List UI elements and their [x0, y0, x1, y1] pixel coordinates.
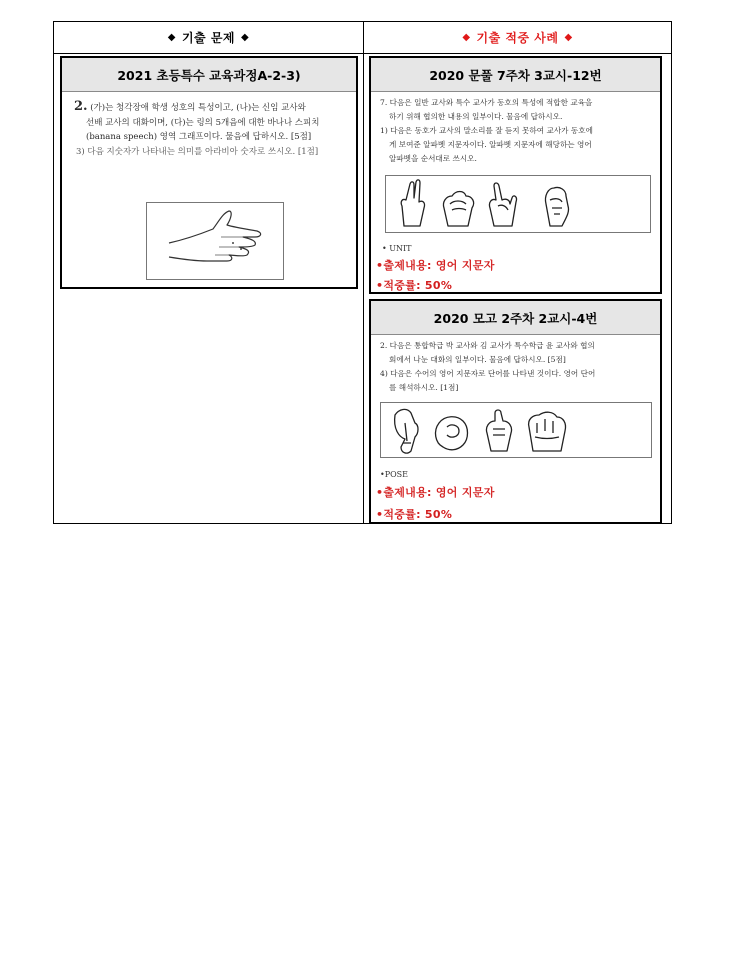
exam-question-box [60, 56, 358, 289]
question-line: 2. (가)는 청각장애 학생 성호의 특성이고, (나)는 신임 교사와 [74, 99, 306, 114]
hit-case-question-text: 2. 다음은 통합학급 박 교사와 김 교사가 특수학급 윤 교사와 협의 회에서 나눈 대화의 일부이다. 물음에 답하시오. [5점] 4) 다음은 수어의 영어 지문자로 단어를 나타낸 것이다. 영어 단어 를 해석하시오. [1점] [380, 341, 596, 392]
rate-line: •적중률: 50% [376, 508, 453, 521]
diamond-icon: ◆ [241, 32, 250, 43]
hit-case-box-1 [369, 56, 662, 294]
diamond-icon: ◆ [462, 32, 471, 43]
rate-line: •적중률: 50% [376, 279, 453, 292]
header-right-title: 기출 적중 사례 [476, 31, 559, 45]
fingerspelling-hands-icon [386, 176, 650, 232]
content-line: •출제내용: 영어 지문자 [376, 259, 495, 272]
fingerspelling-hands-icon [381, 403, 651, 457]
answer-label: • UNIT [382, 244, 412, 253]
content-line: •출제내용: 영어 지문자 [376, 486, 495, 499]
diamond-icon: ◆ [167, 32, 176, 43]
hand-sign-image [146, 202, 284, 280]
header-right [364, 22, 671, 53]
question-line: (banana speech) 영역 그래프이다. 물음에 답하시오. [5점] [86, 132, 312, 142]
comparison-table [53, 21, 672, 524]
header-divider [54, 53, 671, 54]
diamond-icon: ◆ [564, 32, 573, 43]
sub-question: 3) 다음 지숫자가 나타내는 의미를 아라비아 숫자로 쓰시오. [1점] [76, 146, 319, 157]
question-number: 2. [74, 99, 88, 114]
hit-case-box-2 [369, 299, 662, 524]
hit-case-title: 2020 모고 2주차 2교시-4번 [371, 301, 660, 335]
header-left-title: 기출 문제 [181, 31, 236, 45]
answer-label: •POSE [380, 470, 408, 479]
hand-sign-icon [147, 203, 283, 279]
hit-case-question-text: 7. 다음은 일반 교사와 특수 교사가 동호의 특성에 적합한 교육을 하기 위해 협의한 내용의 일부이다. 물음에 답하시오. 1) 다음은 동호가 교사의 말소리를 잘 듣지 못하여 교사가 동호에 게 보여준 알파벳 지문자이다. 알파벳 지문자에 해당하는 영어 알파벳을 순서대로 쓰시오. [380, 98, 593, 163]
header-left [54, 22, 363, 53]
fingerspelling-image [385, 175, 651, 233]
exam-question-text [74, 100, 354, 159]
question-line: 선배 교사의 대화이며, (다)는 링의 5개음에 대한 바나나 스피치 [86, 117, 320, 128]
column-divider [363, 22, 364, 523]
fingerspelling-image [380, 402, 652, 458]
hit-case-title: 2020 문풀 7주차 3교시-12번 [371, 58, 660, 92]
exam-title: 2021 초등특수 교육과정A-2-3) [62, 58, 356, 92]
